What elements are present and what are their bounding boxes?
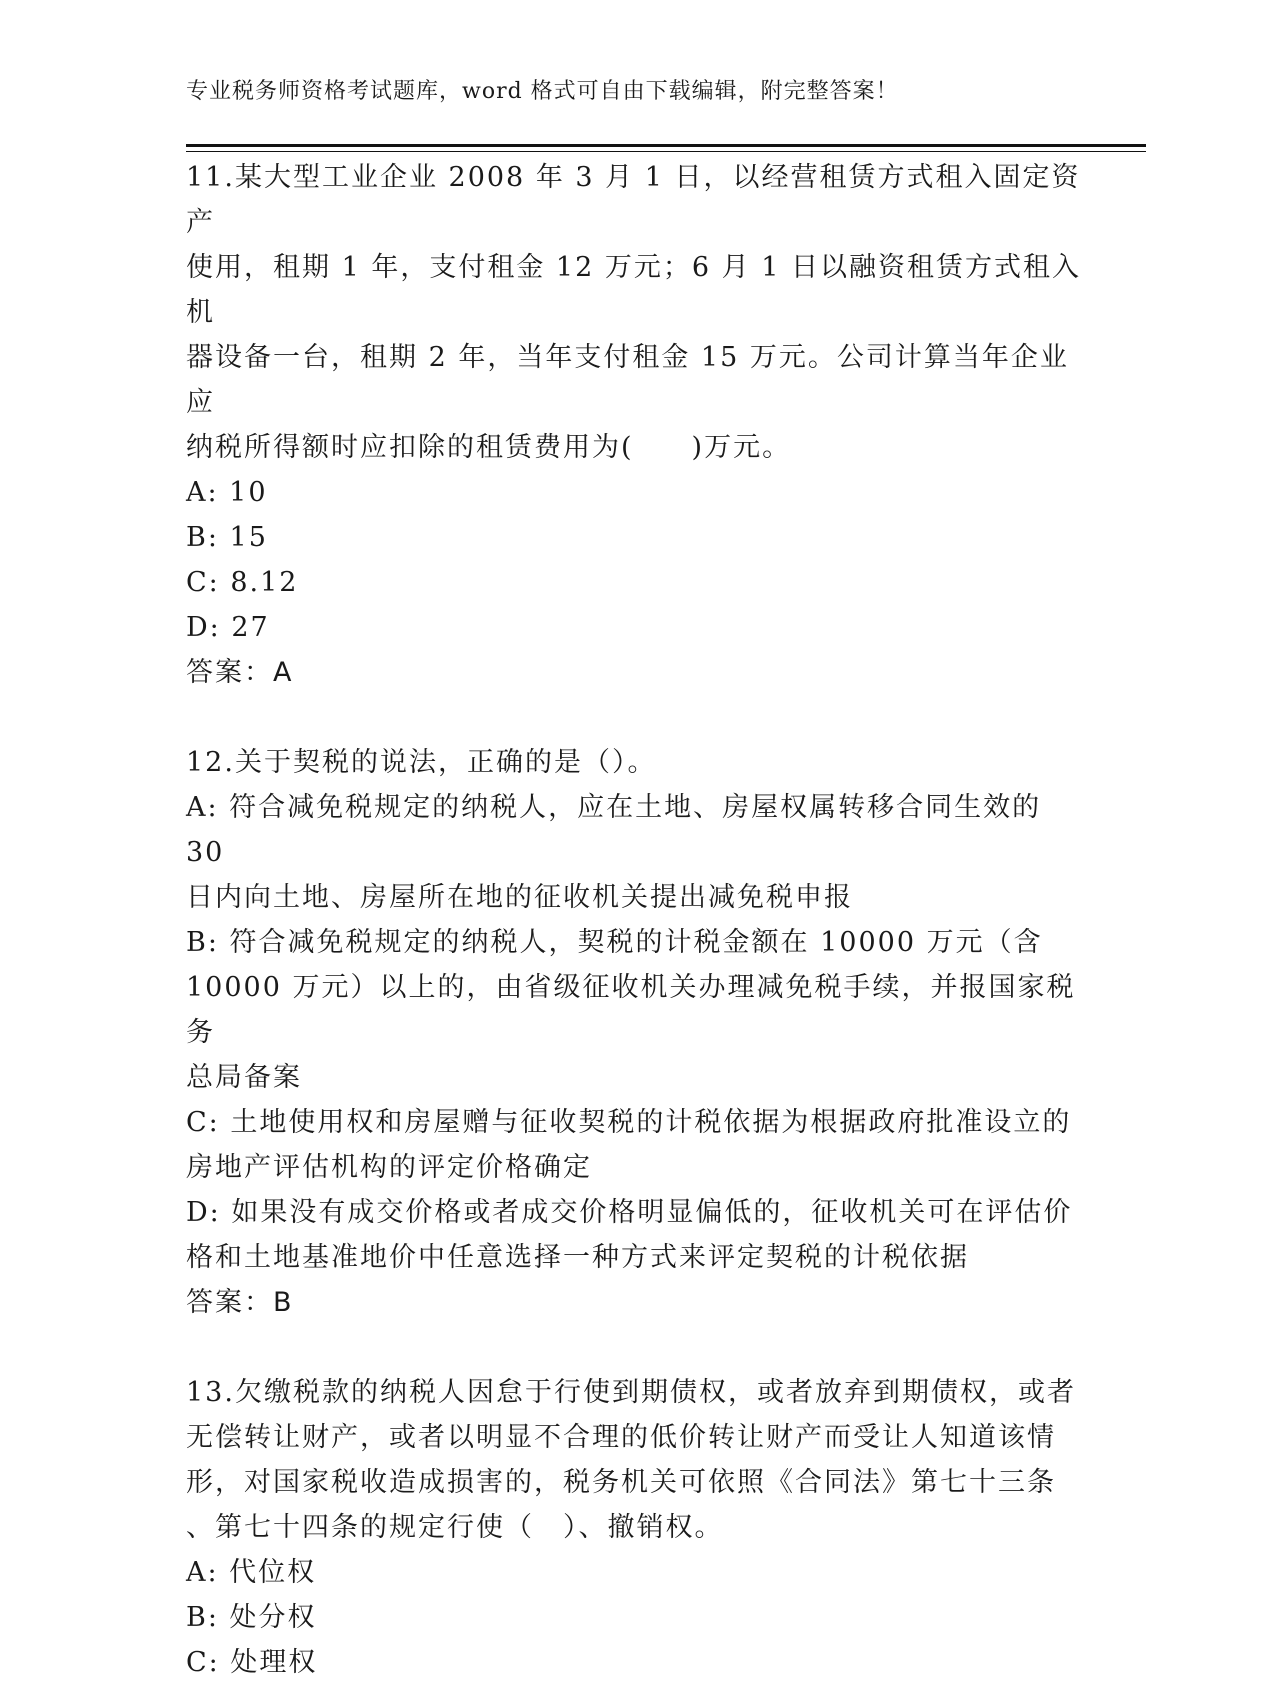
option-c: C: 处理权 (186, 1647, 318, 1678)
page-header: 专业税务师资格考试题库，word 格式可自由下载编辑，附完整答案！ (186, 79, 899, 104)
question-stem-line: 13.欠缴税款的纳税人因怠于行使到期债权，或者放弃到期债权，或者 (186, 1377, 1076, 1408)
header-rule-thin (186, 151, 1146, 152)
option-b-line-2: 10000 万元）以上的，由省级征收机关办理减免税手续，并报国家税务 (186, 972, 1076, 1048)
question-11 (186, 155, 1086, 695)
option-d: D: 27 (186, 612, 270, 643)
option-a-line-1: A: 符合减免税规定的纳税人，应在土地、房屋权属转移合同生效的 30 (186, 792, 1042, 868)
option-a: A: 10 (186, 477, 268, 508)
option-a: A: 代位权 (186, 1557, 317, 1588)
question-stem-line: 11.某大型工业企业 2008 年 3 月 1 日，以经营租赁方式租入固定资产 (186, 162, 1081, 238)
option-a-line-2: 日内向土地、房屋所在地的征收机关提出减免税申报 (186, 882, 853, 913)
option-b-line-3: 总局备案 (186, 1062, 302, 1093)
question-stem-line: 无偿转让财产，或者以明显不合理的低价转让财产而受让人知道该情 (186, 1422, 1056, 1453)
answer-label: 答案：B (186, 1287, 294, 1318)
question-list (186, 155, 1086, 1685)
question-13 (186, 1370, 1086, 1685)
option-c: C: 8.12 (186, 567, 299, 598)
question-stem-line: 纳税所得额时应扣除的租赁费用为( )万元。 (186, 432, 792, 463)
option-b-line-1: B: 符合减免税规定的纳税人，契税的计税金额在 10000 万元（含 (186, 927, 1043, 958)
option-d-line-2: 格和土地基准地价中任意选择一种方式来评定契税的计税依据 (186, 1242, 969, 1273)
option-b: B: 处分权 (186, 1602, 317, 1633)
question-stem-line: 、第七十四条的规定行使（ ）、撤销权。 (186, 1512, 724, 1543)
option-c-line-1: C: 土地使用权和房屋赠与征收契税的计税依据为根据政府批准设立的 (186, 1107, 1072, 1138)
header-rule-thick (186, 144, 1146, 147)
question-stem-line: 12.关于契税的说法，正确的是（）。 (186, 747, 657, 778)
question-stem-line: 形，对国家税收造成损害的，税务机关可依照《合同法》第七十三条 (186, 1467, 1056, 1498)
answer-label: 答案：A (186, 657, 294, 688)
option-d-line-1: D: 如果没有成交价格或者成交价格明显偏低的，征收机关可在评估价 (186, 1197, 1073, 1228)
option-b: B: 15 (186, 522, 268, 553)
question-stem-line: 使用，租期 1 年，支付租金 12 万元；6 月 1 日以融资租赁方式租入机 (186, 252, 1081, 328)
question-12 (186, 740, 1086, 1325)
question-stem-line: 器设备一台，租期 2 年，当年支付租金 15 万元。公司计算当年企业应 (186, 342, 1069, 418)
option-c-line-2: 房地产评估机构的评定价格确定 (186, 1152, 592, 1183)
